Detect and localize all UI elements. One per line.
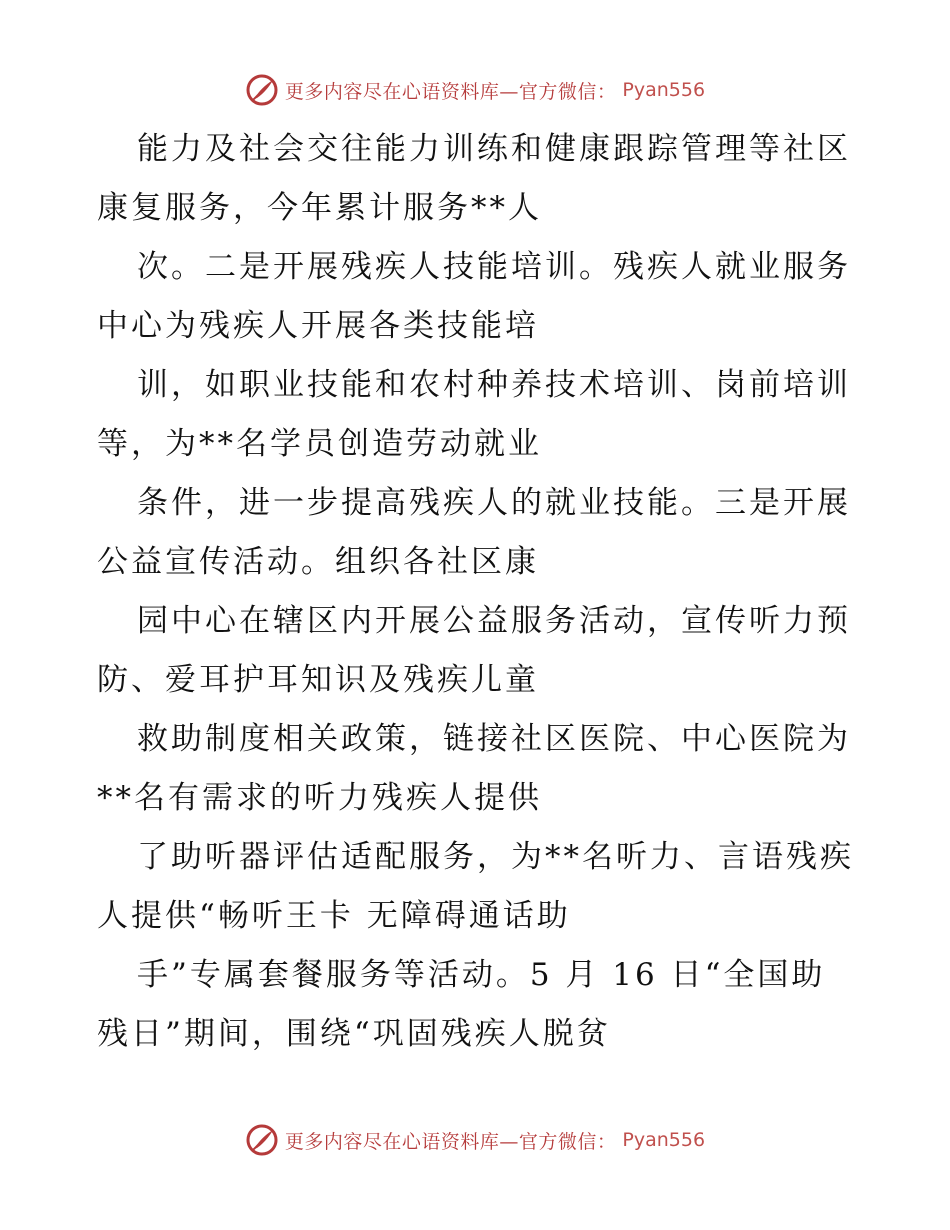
header-banner-wechat-id: Pyan556 — [622, 79, 706, 101]
feather-pen-logo-icon — [245, 73, 279, 107]
paragraph-2: 次。二是开展残疾人技能培训。残疾人就业服务中心为残疾人开展各类技能培 — [97, 249, 851, 344]
paragraph-6: 救助制度相关政策，链接社区医院、中心医院为**名有需求的听力残疾人提供 — [97, 721, 851, 816]
paragraph-1: 能力及社会交往能力训练和健康跟踪管理等社区康复服务，今年累计服务**人 — [97, 131, 851, 226]
paragraph-5: 园中心在辖区内开展公益服务活动，宣传听力预防、爱耳护耳知识及残疾儿童 — [97, 603, 851, 698]
paragraph-3: 训，如职业技能和农村种养技术培训、岗前培训等，为**名学员创造劳动就业 — [97, 367, 851, 462]
footer-banner-text: 更多内容尽在心语资料库—官方微信： — [284, 1130, 617, 1153]
paragraph-4: 条件，进一步提高残疾人的就业技能。三是开展公益宣传活动。组织各社区康 — [97, 485, 851, 580]
footer-banner-wechat-id: Pyan556 — [622, 1129, 706, 1151]
paragraph-8: 手”专属套餐服务等活动。5 月 16 日“全国助残日”期间，围绕“巩固残疾人脱贫 — [97, 957, 826, 1052]
header-banner-text: 更多内容尽在心语资料库—官方微信： — [284, 80, 617, 103]
paragraph-7: 了助听器评估适配服务，为**名听力、言语残疾人提供“畅听王卡 无障碍通话助 — [97, 839, 854, 934]
header-banner — [0, 70, 950, 110]
footer-banner — [0, 1120, 950, 1160]
document-body — [97, 120, 857, 1064]
feather-pen-logo-icon — [245, 1123, 279, 1157]
